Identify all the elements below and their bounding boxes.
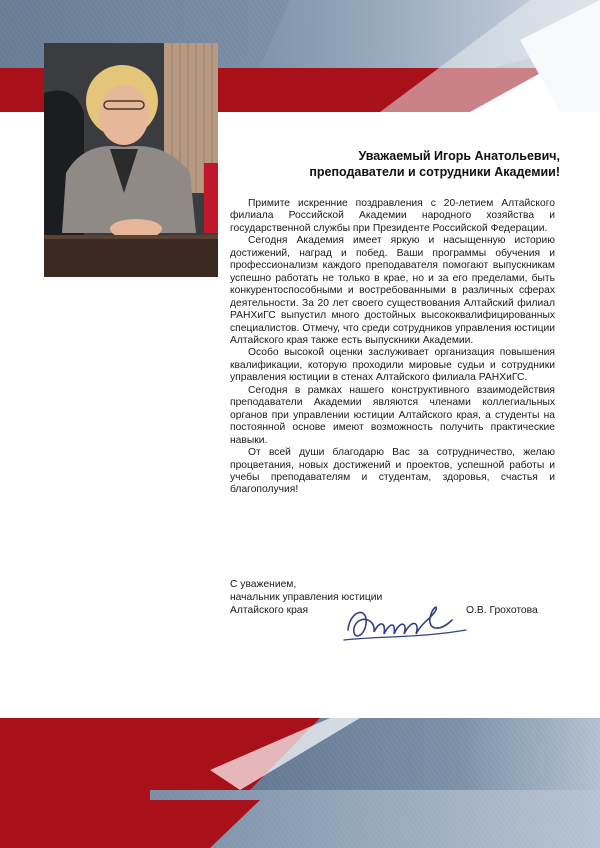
paragraph-3: Особо высокой оценки заслуживает организация повышения квалификации, которую проходили мировые судьи и сотрудники управления юстиции в стенах Алтайского филиала РАНХиГС. (230, 347, 555, 384)
position-line-2: Алтайского края (230, 605, 309, 616)
greeting-line-2: преподаватели и сотрудники Академии! (309, 165, 560, 179)
greeting-line-1: Уважаемый Игорь Анатольевич, (358, 149, 560, 163)
closing-line: С уважением, (230, 579, 297, 590)
position-line-1: начальник управления юстиции (230, 592, 383, 603)
portrait-icon (44, 43, 218, 277)
signer-name: О.В. Грохотова (466, 605, 538, 616)
handwritten-signature (340, 600, 470, 650)
paragraph-5: От всей души благодарю Вас за сотрудничество, желаю процветания, новых достижений и проектов, успешной работы и учебы преподавателям и студентам, здоровья, счастья и благополучия! (230, 447, 555, 496)
paragraph-1: Примите искренние поздравления с 20-летием Алтайского филиала Российской Академии народного хозяйства и государственной службы при Президенте Российской Федерации. (230, 198, 555, 234)
paragraph-4: Сегодня в рамках нашего конструктивного взаимодействия преподаватели Академии являются членами коллегиальных органов при управлении юстиции Алтайского края, а студенты на постоянной основе имеют возможность получить практические навыки. (230, 384, 555, 446)
paragraph-2: Сегодня Академия имеет яркую и насыщенную историю достижений, наград и побед. Ваши программы обучения и профессионализм каждого преподавателя помогают выпускникам успешно работать не только в крае, но и за его пределами, быть конкурентоспособными и востребованными в различных сферах деятельности. За 20 лет своего существования Алтайский филиал РАНХиГС выпустил много достойных высококвалифицированных специалистов. Отмечу, что среди сотрудников управления юстиции Алтайского края также есть выпускники Академии. (230, 235, 555, 346)
letter-greeting (230, 148, 560, 180)
portrait-photo (44, 43, 218, 277)
letter-body (230, 198, 555, 497)
